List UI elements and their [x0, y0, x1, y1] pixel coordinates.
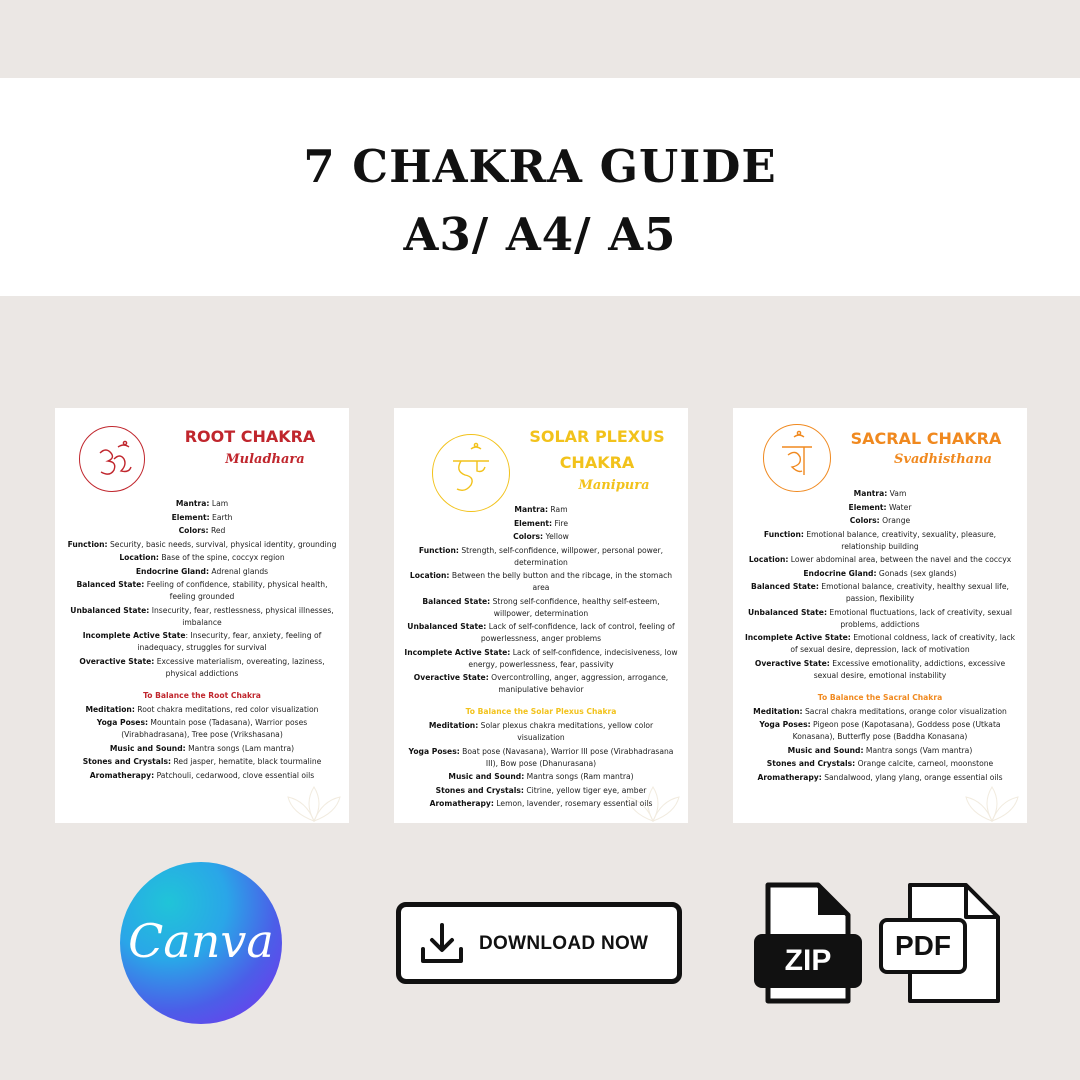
- balance-line: Meditation: Root chakra meditations, red color visualization: [85, 704, 319, 714]
- balance-section-title: To Balance the Root Chakra: [143, 690, 261, 700]
- vam-symbol-icon: [763, 424, 831, 492]
- balance-line: Yoga Poses: Boat pose (Navasana), Warrior III pose (Virabhadrasana III), Bow pose (Dhanurasana): [408, 746, 674, 768]
- field-line: Function: Emotional balance, creativity, sexuality, pleasure, relationship building: [763, 529, 997, 551]
- balance-line: Aromatherapy: Sandalwood, ylang ylang, orange essential oils: [757, 772, 1003, 782]
- page-subtitle-sizes: A3/ A4/ A5: [403, 208, 677, 261]
- field-line: Function: Strength, self-confidence, willpower, personal power, determination: [418, 545, 664, 567]
- zip-file-icon: [752, 882, 864, 1004]
- chakra-card-solar-plexus: [394, 408, 688, 823]
- chakra-card-sacral: [733, 408, 1027, 823]
- zip-label: ZIP: [784, 944, 832, 977]
- field-line: Location: Lower abdominal area, between the navel and the coccyx: [748, 555, 1012, 564]
- field-line: Unbalanced State: Insecurity, fear, restlessness, physical illnesses, imbalance: [70, 605, 334, 627]
- card-title: SACRAL CHAKRA: [850, 429, 1002, 448]
- field-line: Mantra: Lam: [175, 499, 229, 508]
- balance-line: Aromatherapy: Patchouli, cedarwood, clove essential oils: [89, 770, 315, 780]
- field-line: Colors: Red: [178, 526, 226, 535]
- balance-line: Music and Sound: Mantra songs (Ram mantra): [448, 772, 634, 781]
- field-line: Unbalanced State: Lack of self-confidence, lack of control, feeling of powerlessness, anger problems: [407, 622, 675, 643]
- field-line: Mantra: Vam: [853, 489, 907, 498]
- chakra-card-root: [55, 408, 349, 823]
- card-subtitle: Svadhisthana: [894, 452, 992, 467]
- field-line: Incomplete Active State: Lack of self-confidence, indecisiveness, low energy, powerlessness, fear, passivity: [404, 647, 678, 669]
- field-line: Colors: Yellow: [513, 532, 569, 541]
- field-line: Colors: Orange: [849, 516, 911, 525]
- field-line: Balanced State: Strong self-confidence, healthy self-esteem, willpower, determination: [422, 596, 660, 618]
- lotus-decoration-icon: [618, 783, 688, 823]
- balance-section-title: To Balance the Sacral Chakra: [817, 692, 943, 702]
- lotus-decoration-icon: [957, 783, 1027, 823]
- download-label: DOWNLOAD NOW: [479, 933, 649, 954]
- field-line: Incomplete Active State: Emotional coldness, lack of creativity, lack of sexual desire, depression, lack of motivation: [744, 633, 1016, 654]
- card-body: [404, 504, 678, 812]
- balance-line: Yoga Poses: Pigeon pose (Kapotasana), Goddess pose (Utkata Konasana), Butterfly pose (Baddha Konasana): [759, 720, 1001, 741]
- page-title: 7 CHAKRA GUIDE: [303, 140, 777, 193]
- field-line: Endocrine Gland: Adrenal glands: [135, 566, 269, 576]
- field-line: Overactive State: Excessive emotionality, addictions, excessive sexual desire, emotional instability: [754, 658, 1006, 680]
- title-banner: [0, 78, 1080, 296]
- download-icon: [419, 921, 465, 965]
- balance-line: Stones and Crystals: Citrine, yellow tiger eye, amber: [435, 785, 647, 795]
- card-title: ROOT CHAKRA: [184, 427, 316, 446]
- field-line: Overactive State: Excessive materialism, overeating, laziness, physical addictions: [79, 656, 325, 678]
- field-line: Endocrine Gland: Gonads (sex glands): [803, 568, 957, 578]
- field-line: Mantra: Ram: [514, 505, 568, 514]
- pdf-file-icon: [878, 882, 1002, 1004]
- field-line: Location: Between the belly button and the ribcage, in the stomach area: [409, 571, 673, 592]
- field-line: Unbalanced State: Emotional fluctuations, lack of creativity, sexual problems, addictions: [747, 607, 1013, 629]
- field-line: Balanced State: Feeling of confidence, stability, physical health, feeling grounded: [76, 580, 328, 601]
- field-line: Element: Fire: [513, 518, 569, 528]
- balance-line: Music and Sound: Mantra songs (Lam mantra): [109, 743, 295, 753]
- om-symbol-icon: [79, 426, 145, 492]
- card-body: [743, 488, 1017, 785]
- balance-section-title: To Balance the Solar Plexus Chakra: [465, 707, 617, 716]
- pdf-label: PDF: [895, 930, 951, 961]
- field-line: Function: Security, basic needs, survival, physical identity, grounding: [67, 539, 337, 549]
- card-title: SOLAR PLEXUS CHAKRA: [529, 427, 665, 472]
- balance-line: Stones and Crystals: Orange calcite, carneol, moonstone: [766, 759, 994, 768]
- balance-line: Aromatherapy: Lemon, lavender, rosemary essential oils: [429, 799, 653, 808]
- canva-logo: [120, 862, 282, 1024]
- field-line: Balanced State: Emotional balance, creativity, healthy sexual life, passion, flexibility: [751, 582, 1009, 603]
- balance-line: Meditation: Solar plexus chakra meditations, yellow color visualization: [428, 721, 654, 742]
- balance-line: Yoga Poses: Mountain pose (Tadasana), Warrior poses (Virabhadrasana), Tree pose (Vrikshasana): [96, 718, 308, 739]
- canva-logo-text: Canva: [128, 914, 274, 968]
- card-subtitle: Manipura: [578, 478, 650, 493]
- field-line: Element: Earth: [171, 512, 233, 522]
- lotus-decoration-icon: [279, 783, 349, 823]
- field-line: Location: Base of the spine, coccyx region: [119, 553, 285, 562]
- ram-symbol-icon: [432, 434, 510, 512]
- balance-line: Meditation: Sacral chakra meditations, orange color visualization: [753, 706, 1007, 716]
- balance-line: Music and Sound: Mantra songs (Vam mantra): [787, 745, 973, 755]
- field-line: Incomplete Active State: Insecurity, fear, anxiety, feeling of inadequacy, struggles for survival: [82, 631, 322, 652]
- card-body: [65, 498, 339, 783]
- field-line: Overactive State: Overcontrolling, anger, aggression, arrogance, manipulative behavior: [413, 673, 669, 694]
- balance-line: Stones and Crystals: Red jasper, hematite, black tourmaline: [82, 757, 322, 766]
- field-line: Element: Water: [848, 502, 912, 512]
- download-now-button[interactable]: [396, 902, 682, 984]
- card-subtitle: Muladhara: [225, 452, 305, 467]
